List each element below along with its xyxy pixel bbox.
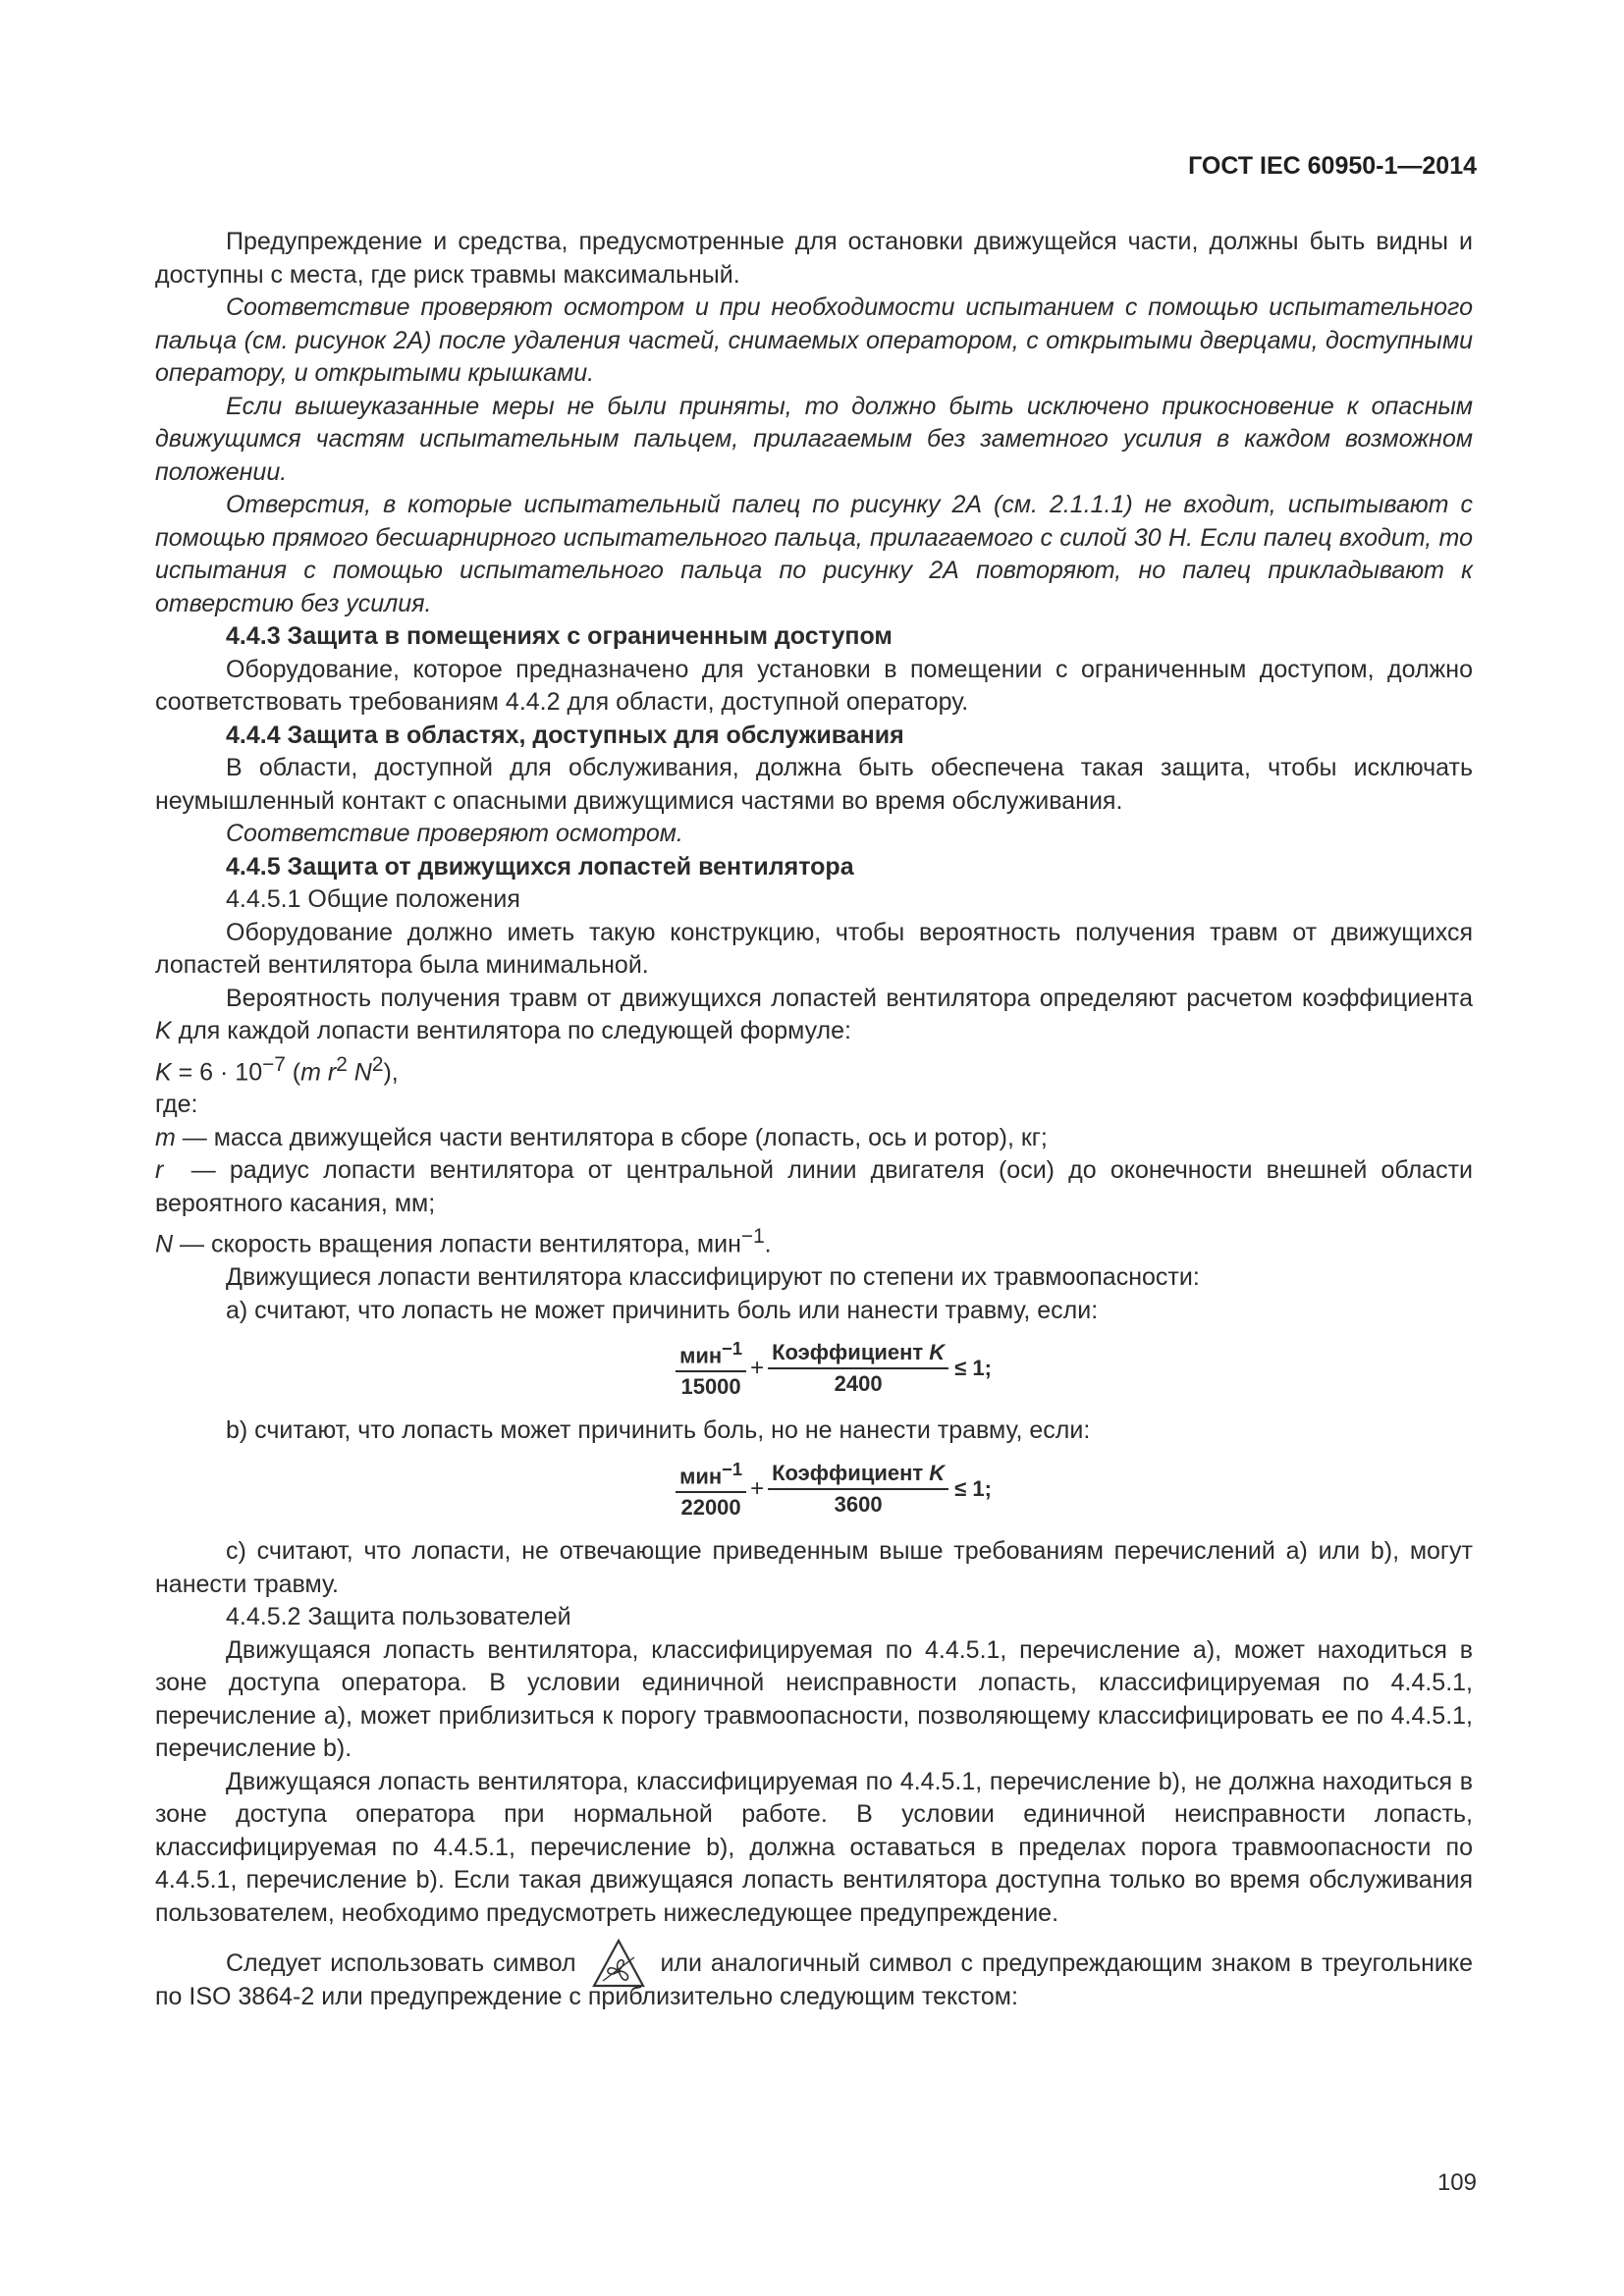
var-k: K [155,1017,172,1044]
formula-k-lhs: K [155,1057,172,1086]
num-k: K [929,1339,946,1364]
inequality-a [194,1335,1473,1401]
def-r-symbol: r [155,1156,164,1185]
paragraph: Движущиеся лопасти вентилятора классифицируют по степени их травмоопасности: [226,1263,1200,1292]
document-body [155,226,1480,2013]
spacer [155,1930,1473,1948]
fraction [676,1335,746,1401]
num-text: Коэффициент [772,1339,930,1364]
num-text: мин [679,1343,723,1368]
denominator: 15000 [680,1374,741,1400]
text: для каждой лопасти вентилятора по следующей формуле: [171,1017,851,1044]
text: Следует использовать символ [226,1949,585,1978]
plus-sign: + [750,1474,765,1502]
paragraph: Оборудование должно иметь такую конструкцию, чтобы вероятность получения травм от движущихся лопастей вентилятора была минимальной. [155,918,1473,979]
def-n-symbol: N [155,1230,174,1258]
def-n-end: . [764,1230,772,1258]
formula-r-exp: 2 [336,1052,348,1076]
paragraph-compliance: Отверстия, в которые испытательный палец по рисунку 2А (см. 2.1.1.1) не входит, испытывают с помощью прямого бесшарнирного испытательного пальца, прилагаемого с силой 30 Н. Если палец входит, то испытания с помощью испытательного пальца по рисунку 2А повторяют, но палец прикладывают к отверстию без усилия. [155,491,1473,617]
formula-m: m [300,1057,321,1086]
text: Вероятность получения травм от движущихся лопастей вентилятора определяют расчетом коэффициента [226,984,1473,1012]
list-item-b: b) считают, что лопасть может причинить боль, но не нанести травму, если: [226,1416,1091,1445]
denominator: 3600 [834,1491,883,1517]
paragraph: Движущаяся лопасть вентилятора, классифицируемая по 4.4.5.1, перечисление a), может находиться в зоне доступа оператора. В условии единичной неисправности лопасть, классифицируемая по 4.4.5.1, перечисление a), может приблизиться к порогу травмоопасности, позволяющему классифицировать ее по 4.4.5.1, перечисление b). [155,1635,1473,1763]
paragraph-compliance: Если вышеуказанные меры не были приняты, то должно быть исключено прикосновение к опасным движущимся частям испытательным пальцем, прилагаемым без заметного усилия в каждом возможном положении. [155,392,1473,486]
def-n-sup: −1 [740,1225,765,1249]
formula-open: ( [285,1057,301,1086]
paragraph-symbol [155,1948,1473,2013]
definition-m [155,1122,1473,1155]
num-text: мин [679,1464,723,1489]
definition-r [155,1154,1480,1220]
paragraph-k-intro [155,983,1473,1048]
num-sup: −1 [722,1458,743,1479]
list-item-c: c) считают, что лопасти, не отвечающие приведенным выше требованиям перечислений a) или b), могут нанести травму. [155,1537,1473,1598]
def-n-text: — скорость вращения лопасти вентилятора, мин [173,1230,741,1258]
plus-sign: + [750,1355,765,1382]
numerator [676,1456,746,1493]
fan-warning-icon [591,1938,646,1989]
relation: ≤ 1; [954,1356,992,1381]
paragraph: Предупреждение и средства, предусмотренные для остановки движущейся части, должны быть видны и доступны с места, где риск травмы максимальный. [155,228,1473,289]
formula-n: N [353,1057,372,1086]
fraction [768,1460,948,1519]
subsection-heading-4-4-5-1: 4.4.5.1 Общие положения [226,885,520,913]
def-m-symbol: m [155,1123,176,1151]
where-label: где: [155,1091,198,1119]
formula-close: ), [383,1057,399,1086]
num-k: K [929,1460,946,1485]
fraction [676,1456,746,1522]
section-heading-4-4-5: 4.4.5 Защита от движущихся лопастей вентилятора [226,852,854,881]
space [348,1058,354,1086]
denominator: 2400 [834,1370,883,1396]
document-header: ГОСТ IEC 60950-1—2014 [1188,152,1477,180]
fraction [768,1339,948,1398]
num-sup: −1 [722,1338,743,1360]
section-heading-4-4-3: 4.4.3 Защита в помещениях с ограниченным доступом [226,622,893,650]
relation: ≤ 1; [954,1475,992,1501]
denominator: 22000 [680,1495,741,1521]
page-number: 109 [1436,2169,1477,2196]
formula-n-exp: 2 [371,1052,384,1076]
paragraph-compliance: Соответствие проверяют осмотром. [226,820,683,847]
list-item-a: a) считают, что лопасть не может причинить боль или нанести травму, если: [226,1296,1099,1324]
paragraph: В области, доступной для обслуживания, должна быть обеспечена такая защита, чтобы исключать неумышленный контакт с опасными движущимися частями во время обслуживания. [155,754,1473,815]
section-heading-4-4-4: 4.4.4 Защита в областях, доступных для обслуживания [226,721,904,749]
def-r-text: — радиус лопасти вентилятора от центральной линии двигателя (оси) до оконечности внешней области вероятного касания, мм; [155,1156,1480,1217]
numerator [768,1460,948,1490]
paragraph: Оборудование, которое предназначено для установки в помещении с ограниченным доступом, должно соответствовать требованиям 4.4.2 для области, доступной оператору. [155,655,1473,716]
numerator [768,1339,948,1369]
definition-n [155,1220,1473,1261]
text: или аналогичный символ с предупреждающим знаком в треугольнике по ISO 3864-2 или предупреждение с приблизительно следующим текстом: [155,1949,1473,2010]
formula-eq: = 6 · 10 [171,1057,263,1086]
formula-r: r [327,1057,337,1086]
paragraph-compliance: Соответствие проверяют осмотром и при необходимости испытанием с помощью испытательного пальца (см. рисунок 2А) после удаления частей, снимаемых оператором, с открытыми дверцами, доступными оператору, и открытыми крышками. [155,294,1473,387]
space [321,1058,328,1086]
def-m-text: — масса движущейся части вентилятора в сборе (лопасть, ось и ротор), кг; [175,1123,1048,1151]
subsection-heading-4-4-5-2: 4.4.5.2 Защита пользователей [226,1603,571,1631]
formula-k [155,1048,1473,1090]
numerator [676,1335,746,1372]
num-text: Коэффициент [772,1460,930,1485]
paragraph: Движущаяся лопасть вентилятора, классифицируемая по 4.4.5.1, перечисление b), не должна находиться в зоне доступа оператора при нормальной работе. В условии единичной неисправности лопасть, классифицируемая по 4.4.5.1, перечисление b), должна оставаться в пределах порога травмоопасности по 4.4.5.1, перечисление b). Если такая движущаяся лопасть вентилятора доступна только во время обслуживания пользователем, необходимо предусмотреть нижеследующее предупреждение. [155,1767,1473,1927]
inequality-b [194,1456,1473,1522]
formula-exp: −7 [262,1052,286,1076]
